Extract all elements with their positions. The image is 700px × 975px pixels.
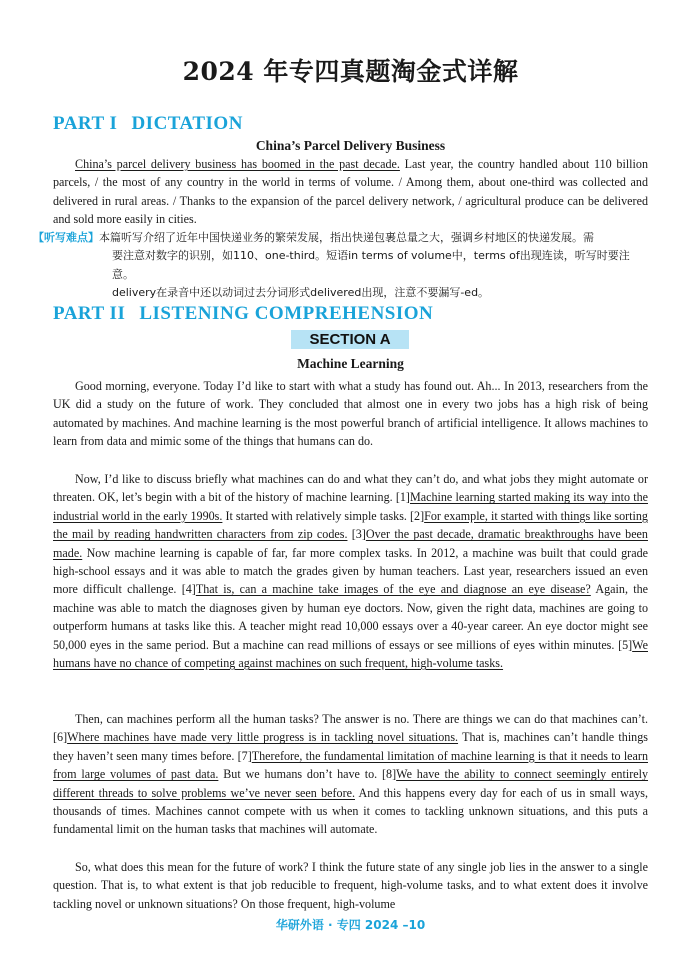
- underlined-sentence-4: That is, can a machine take images of the eye and diagnose an eye disease?: [195, 582, 591, 597]
- note-line-1: [33, 229, 648, 247]
- p2-text-e: Again, the machine was able to match the diagnoses given by human eye doctors. Now, given the right data, machines are going to outperform humans at tasks like this. A teacher might read 10,000 essays over a 40-year career. An eye doctor might see 50,000 eyes in the same period. But a machine can read millions of essays or see millions of eyes within minutes.: [53, 582, 649, 652]
- paragraph-1: Good morning, everyone. Today I’d like to start with what a study has found out. Ah... In 2013, researchers from the UK did a study on the future of work. They concluded that almost one in every two jobs has a high risk of being automated by machines. And machine learning is the most powerful branch of artificial intelligence. It allows machines to learn from data and mimic some of the things that humans can do.: [53, 379, 648, 449]
- p2-text-a: Now, I’d like to discuss briefly what machines can do and what they can’t do, and what jobs they might automate or threaten. OK, let’s begin with a bit of the history of machine learning.: [53, 472, 648, 505]
- underlined-sentence-6: Where machines have made very little progress is in tackling novel situations.: [67, 730, 459, 745]
- marker-3: [3]: [351, 527, 366, 542]
- part-two-name: LISTENING COMPREHENSION: [139, 303, 434, 324]
- part-two-number: PART II: [53, 303, 126, 324]
- underlined-sentence-8: We have the ability to connect seemingly entirely different threads to solve problems we’ve never seen before.: [53, 767, 649, 800]
- part-one-number: PART I: [53, 113, 118, 134]
- paragraph-2: [53, 470, 648, 672]
- marker-1: [1]: [395, 490, 410, 505]
- dictation-underlined-sentence: China’s parcel delivery business has boomed in the past decade.: [75, 157, 400, 171]
- p2-text-d: Now machine learning is capable of far, far more complex tasks. In 2012, a machine was built that could grade high-school essays and it was able to match the grades given by human teachers. Last year, researchers issued an even more difficult challenge.: [53, 545, 648, 597]
- part-two-heading: [53, 303, 433, 325]
- p3-text-b: That is, machines can’t handle things they haven’t seen many times before.: [53, 730, 648, 763]
- page-title: 2024 年专四真题淘金式详解: [182, 57, 519, 86]
- paragraph-3: [53, 710, 648, 839]
- dictation-passage-title: China’s Parcel Delivery Business: [255, 138, 446, 153]
- dictation-rest: Last year, the country handled about 110 billion parcels, / the most of any country in the world in terms of volume. / Among them, about one-third was collected and delivered in rural areas. / Thanks to the expansion of the parcel delivery network, / agricultural produce can be delivered and sold more easily in cities.: [53, 157, 648, 227]
- page-footer: 华研外语 · 专四 2024 –10: [275, 918, 426, 932]
- dictation-difficulty-note: [33, 229, 648, 303]
- p3-text-a: Then, can machines perform all the human tasks? The answer is no. There are things we can do that machines can’t.: [75, 712, 648, 726]
- marker-5: [5]: [618, 637, 633, 652]
- marker-8: [8]: [382, 767, 397, 782]
- note-text-3: delivery在录音中还以动词过去分词形式delivered出现，注意不要漏写-ed。: [112, 286, 490, 300]
- underlined-sentence-7: Therefore, the fundamental limitation of machine learning is that it needs to learn from large volumes of past data.: [53, 748, 648, 782]
- dictation-text: [53, 155, 648, 229]
- p3-text-c: But we humans don’t have to.: [218, 767, 383, 782]
- section-a-label: SECTION A: [291, 330, 409, 349]
- listening-passage-title: Machine Learning: [297, 356, 404, 371]
- part-one-heading: [53, 113, 243, 135]
- marker-4: [4]: [181, 582, 196, 597]
- underlined-sentence-1: Machine learning started making its way into the industrial world in the early 1990s.: [53, 490, 648, 523]
- p2-text-b: It started with relatively simple tasks.: [222, 508, 410, 523]
- underlined-sentence-5: We humans have no chance of competing against machines on such frequent, high-volume tasks.: [53, 637, 648, 671]
- note-text-1: 本篇听写介绍了近年中国快递业务的繁荣发展，指出快递包裹总量之大，强调乡村地区的快递发展。需: [99, 231, 594, 244]
- part-one-name: DICTATION: [131, 113, 243, 134]
- p3-text-d: And this happens every day for each of us in small ways, thousands of times. Machines cannot compete with us when it comes to tackling unknown situations, and this puts a fundamental limit on the human tasks that machines will automate.: [53, 785, 648, 837]
- note-label: 【听写难点】: [33, 231, 99, 244]
- underlined-sentence-3: Over the past decade, dramatic breakthroughs have been made.: [53, 527, 648, 560]
- paragraph-4: So, what does this mean for the future of work? I think the future state of any single job lies in the answer to a single question. That is, to what extent is that job reducible to frequent, high-volume tasks, and to what extent does it involve tackling novel or unknown situations? On those frequent, high-volume: [53, 860, 648, 911]
- marker-2: [2]: [410, 508, 425, 523]
- marker-6: [6]: [53, 730, 68, 745]
- underlined-sentence-2: For example, it started with things like sorting the mail by reading handwritten characters from zip codes.: [53, 508, 648, 542]
- marker-7: [7]: [237, 748, 252, 763]
- note-text-2: 要注意对数字的识别，如110、one-third。短语in terms of volume中，terms of出现连读，听写时要注意。: [112, 249, 630, 281]
